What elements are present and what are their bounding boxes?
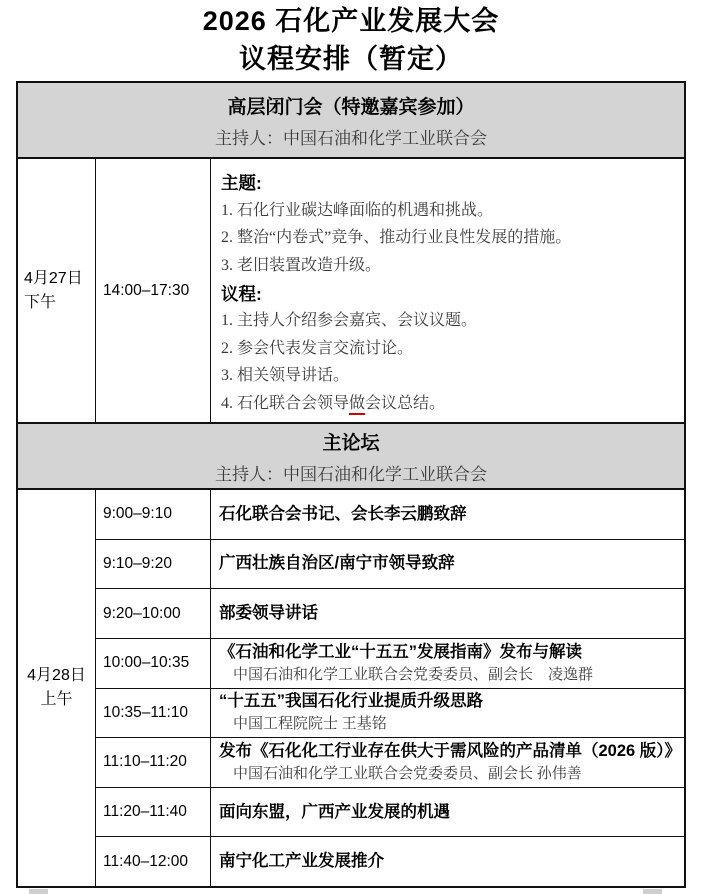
main-forum-title: 主论坛	[322, 432, 380, 454]
time-range: 14:00–17:30	[103, 281, 190, 299]
agenda-table	[16, 81, 686, 888]
closed-session-date-cell	[18, 159, 96, 422]
agenda-label: 议程:	[221, 283, 262, 304]
forum-item-title: 部委领导讲话	[219, 604, 318, 623]
date-line-1: 4月28日	[27, 667, 86, 684]
topic-label: 主题:	[221, 173, 262, 193]
closed-session-time-cell	[96, 159, 211, 422]
closed-session-row	[18, 159, 684, 424]
forum-item-title: 《石油和化学工业“十五五”发展指南》发布与解读	[219, 642, 582, 661]
forum-row	[96, 738, 684, 788]
topic-item: 3. 老旧装置改造升级。	[221, 256, 382, 274]
next-page-gray-stub-right	[643, 889, 662, 894]
agenda-item: 2. 参会代表发言交流讨论。	[221, 339, 414, 357]
forum-content	[211, 540, 684, 589]
forum-row	[96, 689, 684, 739]
agenda-item4-pre: 4. 石化联合会领导	[221, 395, 350, 412]
closed-session-title: 高层闭门会（特邀嘉宾参加）	[227, 96, 475, 118]
forum-time: 11:20–11:40	[96, 788, 211, 837]
forum-row	[96, 639, 684, 689]
forum-row	[96, 788, 684, 838]
date-line-2: 下午	[24, 293, 57, 311]
forum-item-speaker: 中国工程院院士 王基铭	[233, 716, 387, 733]
main-forum-host: 主持人：中国石油和化学工业联合会	[215, 464, 487, 484]
forum-item-speaker: 中国石油和化学工业联合会党委委员、副会长 孙伟善	[233, 765, 582, 782]
forum-content	[211, 788, 684, 837]
main-forum-rows	[96, 490, 684, 886]
main-forum-header	[18, 424, 684, 490]
forum-content	[211, 490, 684, 539]
forum-content	[211, 589, 684, 638]
forum-item-speaker: 中国石油和化学工业联合会党委委员、副会长 凌逸群	[233, 666, 594, 683]
forum-time: 11:10–11:20	[96, 738, 211, 787]
agenda-item4-post: 会议总结。	[365, 395, 446, 412]
forum-time: 10:35–11:10	[96, 689, 211, 738]
forum-content	[211, 639, 684, 688]
next-page-gray-stub-left	[29, 889, 48, 894]
forum-time: 10:00–10:35	[96, 639, 211, 688]
agenda-item4-redline: 做	[349, 395, 365, 415]
main-forum-section	[18, 490, 684, 886]
topic-item: 2. 整治“内卷式”竞争、推动行业良性发展的措施。	[221, 229, 572, 247]
forum-time: 9:00–9:10	[96, 490, 211, 539]
agenda-item: 1. 主持人介绍参会嘉宾、会议议题。	[221, 312, 478, 330]
forum-item-title: 石化联合会书记、会长李云鹏致辞	[219, 504, 467, 523]
agenda-item: 3. 相关领导讲话。	[221, 367, 350, 385]
main-forum-date-cell	[18, 490, 96, 886]
date-line-2: 上午	[40, 691, 73, 708]
forum-item-title: 发布《石化化工行业存在供大于需风险的产品清单（2026 版）》	[219, 741, 682, 760]
forum-content	[211, 837, 684, 886]
forum-item-title: “十五五”我国石化行业提质升级思路	[219, 692, 483, 711]
closed-session-header	[18, 83, 684, 159]
title-line-1: 2026 石化产业发展大会	[202, 6, 500, 36]
forum-item-title: 广西壮族自治区/南宁市领导致辞	[219, 554, 455, 573]
date-line-1: 4月27日	[24, 269, 83, 287]
title-line-2: 议程安排（暂定）	[239, 44, 463, 74]
forum-row	[96, 540, 684, 590]
agenda-item-marked	[221, 392, 676, 416]
forum-item-title: 南宁化工产业发展推介	[219, 852, 384, 871]
forum-time: 11:40–12:00	[96, 837, 211, 886]
forum-time: 9:20–10:00	[96, 589, 211, 638]
closed-session-host: 主持人：中国石油和化学工业联合会	[215, 128, 487, 148]
forum-item-title: 面向东盟，广西产业发展的机遇	[219, 802, 450, 821]
forum-row	[96, 490, 684, 540]
forum-content	[211, 738, 684, 787]
forum-row	[96, 589, 684, 639]
topic-item: 1. 石化行业碳达峰面临的机遇和挑战。	[221, 201, 494, 219]
forum-time: 9:10–9:20	[96, 540, 211, 589]
document-title	[0, 2, 702, 78]
forum-row	[96, 837, 684, 886]
closed-session-content-cell	[211, 159, 684, 422]
forum-content	[211, 689, 684, 738]
